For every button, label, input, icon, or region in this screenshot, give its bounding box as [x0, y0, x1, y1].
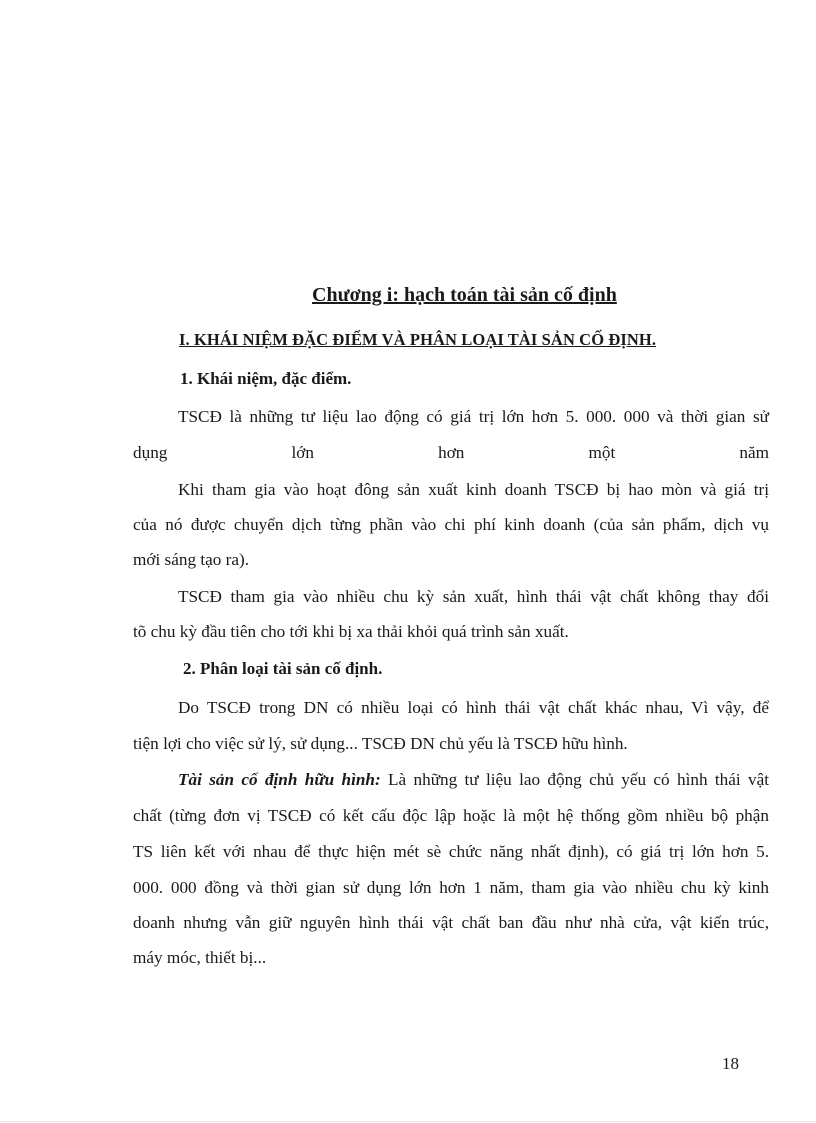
paragraph-5-line-1 [178, 769, 769, 791]
paragraph-2-line-3: mới sáng tạo ra). [133, 550, 249, 569]
paragraph-3-line-1: TSCĐ tham gia vào nhiều chu kỳ sản xuất, hình thái vật chất không thay đổi [178, 587, 769, 606]
paragraph-4-line-2: tiện lợi cho việc sử lý, sử dụng... TSCĐ DN chủ yếu là TSCĐ hữu hình. [133, 734, 628, 753]
paragraph-5-line-3: TS liên kết với nhau để thực hiện mét sè chức năng nhất định), có giá trị lớn hơn 5. [133, 842, 769, 861]
section-title: I. KHÁI NIỆM ĐẶC ĐIỂM VÀ PHÂN LOẠI TÀI SẢN CỐ ĐỊNH. [179, 330, 657, 349]
subsection-heading-1: 1. Khái niệm, đặc điểm. [180, 369, 352, 388]
paragraph-1-line-1: TSCĐ là những tư liệu lao động có giá trị lớn hơn 5. 000. 000 và thời gian sử [178, 407, 769, 426]
paragraph-5-line-4: 000. 000 đồng và thời gian sử dụng lớn hơn 1 năm, tham gia vào nhiều chu kỳ kinh [133, 878, 769, 897]
paragraph-4-line-1: Do TSCĐ trong DN có nhiều loại có hình thái vật chất khác nhau, Vì vậy, để [178, 698, 769, 717]
paragraph-5-line-2: chất (từng đơn vị TSCĐ có kết cấu độc lập hoặc là một hệ thống gồm nhiều bộ phận [133, 806, 769, 825]
chapter-title: Chương i: hạch toán tài sản cố định [312, 284, 617, 306]
page-number: 18 [722, 1054, 739, 1073]
paragraph-1-line-2: dụng lớn hơn một năm [133, 443, 769, 462]
page-bottom-divider [0, 1121, 816, 1122]
paragraph-5-line-1-text: Là những tư liệu lao động chủ yếu có hình thái vật [380, 770, 769, 789]
subsection-heading-2: 2. Phân loại tài sản cố định. [183, 659, 383, 678]
paragraph-2-line-1: Khi tham gia vào hoạt đông sản xuất kinh doanh TSCĐ bị hao mòn và giá trị [178, 480, 769, 499]
defined-term: Tài sản cố định hữu hình: [178, 770, 381, 789]
paragraph-2-line-2: của nó được chuyển dịch từng phần vào chi phí kinh doanh (của sản phẩm, dịch vụ [133, 515, 769, 534]
paragraph-5-line-5: doanh nhưng vẫn giữ nguyên hình thái vật chất ban đầu như nhà cửa, vật kiến trúc, [133, 913, 769, 932]
paragraph-5-line-6: máy móc, thiết bị... [133, 948, 267, 967]
paragraph-3-line-2: tõ chu kỳ đầu tiên cho tới khi bị xa thải khỏi quá trình sản xuất. [133, 622, 569, 641]
